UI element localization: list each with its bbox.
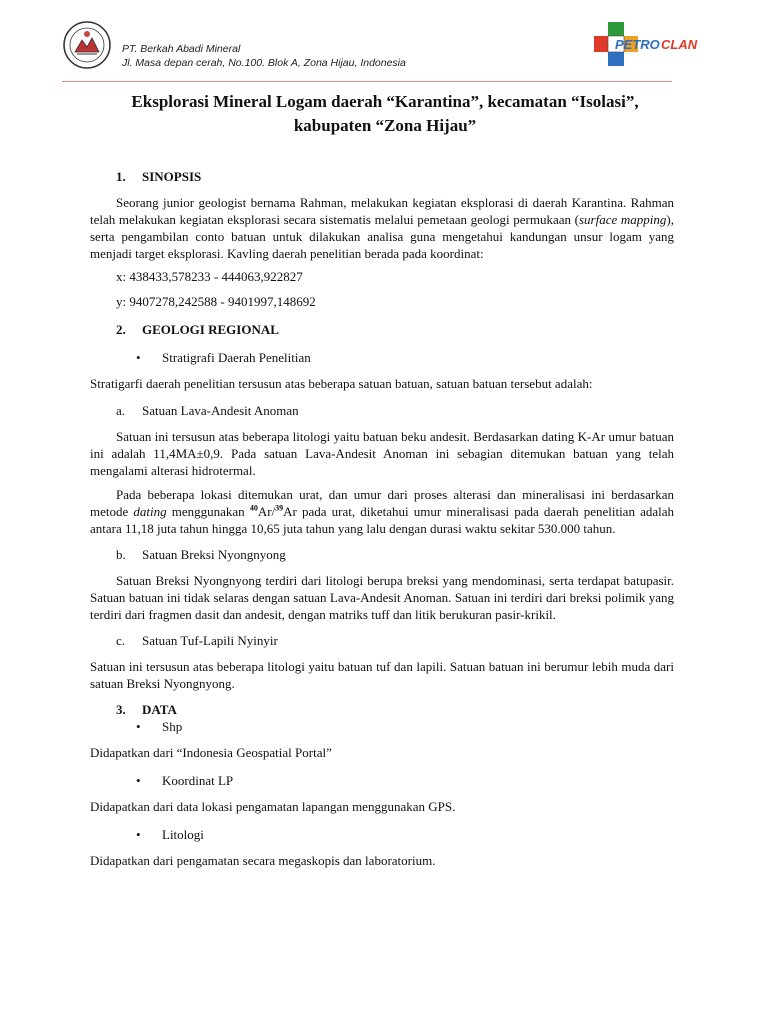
company-name: PT. Berkah Abadi Mineral [122, 43, 241, 55]
sinopsis-paragraph: Seorang junior geologist bernama Rahman, melakukan kegiatan eksplorasi di daerah Karantina. Rahman telah melakukan kegiatan eksplorasi secara sistematis melalui pemetaan geologi permukaan (surface mapping), serta pengambilan conto batuan untuk dilakukan analisa guna mengetahui kandungan unsur logam yang menjadi target eksplorasi. Kavling daerah penelitian berada pada koordinat: [90, 195, 674, 261]
company-info [122, 42, 406, 70]
svg-text:PETRO: PETRO [615, 37, 660, 52]
document-title: Eksplorasi Mineral Logam daerah “Karantina”, kecamatan “Isolasi”, kabupaten “Zona Hijau” [131, 92, 639, 135]
subsection-a-paragraph-2: Pada beberapa lokasi ditemukan urat, dan umur dari proses alterasi dan mineralisasi ini berdasarkan metode dating menggunakan $^{40}$Ar/$^{39}$Ar pada urat, diketahui umur mineralisasi pada daerah penelitian adalah antara 11,18 juta tahun hingga 10,65 juta tahun yang lalu dengan durasi waktu sekitar 530.000 tahun. [90, 487, 675, 536]
list-item: • Stratigrafi Daerah Penelitian [136, 350, 311, 365]
list-item: • Litologi [136, 827, 204, 842]
data-description: Didapatkan dari pengamatan secara megaskopis dan laboratorium. [90, 853, 436, 868]
svg-text:CLAN: CLAN [661, 37, 698, 52]
section-heading-geologi: 2. GEOLOGI REGIONAL [116, 322, 279, 337]
list-item: • Shp [136, 719, 183, 734]
coordinate-y: y: 9407278,242588 - 9401997,148692 [116, 294, 316, 309]
page-header [62, 18, 708, 84]
section-heading-data: 3. DATA [116, 702, 177, 717]
header-divider [62, 81, 672, 82]
subsection-b-title: b. Satuan Breksi Nyongnyong [116, 547, 286, 562]
petroclan-logo [588, 20, 708, 74]
company-address: Jl. Masa depan cerah, No.100. Blok A, Zona Hijau, Indonesia [122, 57, 406, 69]
subsection-c-title: c. Satuan Tuf-Lapili Nyinyir [116, 633, 278, 648]
data-description: Didapatkan dari data lokasi pengamatan lapangan menggunakan GPS. [90, 799, 456, 814]
list-item: • Koordinat LP [136, 773, 234, 788]
document-body [90, 168, 674, 869]
stratigrafi-intro: Stratigarfi daerah penelitian tersusun atas beberapa satuan batuan, satuan batuan tersebut adalah: [90, 376, 593, 391]
subsection-b-paragraph: Satuan Breksi Nyongnyong terdiri dari litologi berupa breksi yang mendominasi, serta terdapat batupasir. Satuan batuan ini tidak selaras dengan satuan Lava-Andesit Anoman. Satuan ini terdiri dari breksi polimik yang terdiri dari fragmen dasit dan andesit, dengan matriks tuff dan litik berukuran pasir-krikil. [90, 573, 674, 622]
subsection-a-title: a. Satuan Lava-Andesit Anoman [116, 403, 299, 418]
company-seal-logo [62, 20, 112, 70]
subsection-a-paragraph-1: Satuan ini tersusun atas beberapa litologi yaitu batuan beku andesit. Berdasarkan dating K-Ar umur batuan ini adalah 11,4MA±0,9. Pada satuan Lava-Andesit Anoman ini sebagian ditemukan batuan yang telah mengalami alterasi hidrotermal. [90, 429, 674, 478]
data-description: Didapatkan dari “Indonesia Geospatial Portal” [90, 745, 332, 760]
coordinate-x: x: 438433,578233 - 444063,922827 [116, 269, 303, 284]
subsection-c-paragraph: Satuan ini tersusun atas beberapa litologi yaitu batuan tuf dan lapili. Satuan batuan ini berumur lebih muda dari satuan Breksi Nyongnyong. [90, 659, 674, 691]
section-heading-sinopsis: 1. SINOPSIS [116, 169, 202, 184]
